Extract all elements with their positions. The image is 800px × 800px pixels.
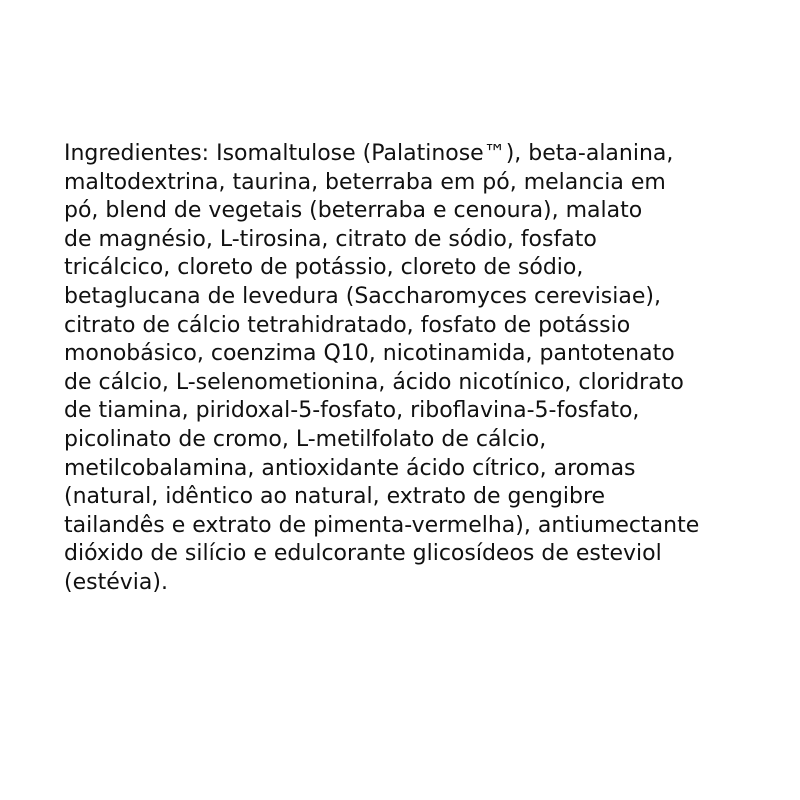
ingredients-line: de cálcio, L-selenometionina, ácido nicotínico, cloridrato — [64, 369, 684, 395]
ingredients-line: maltodextrina, taurina, beterraba em pó, melancia em — [64, 169, 666, 195]
ingredients-line: dióxido de silício e edulcorante glicosídeos de esteviol — [64, 541, 662, 567]
ingredients-line: metilcobalamina, antioxidante ácido cítrico, aromas — [64, 455, 636, 481]
ingredients-line: monobásico, coenzima Q10, nicotinamida, pantotenato — [64, 341, 675, 367]
ingredients-line: betaglucana de levedura (Saccharomyces cerevisiae), — [64, 283, 661, 309]
ingredients-line: (natural, idêntico ao natural, extrato de gengibre — [64, 484, 606, 510]
ingredients-line: citrato de cálcio tetrahidratado, fosfato de potássio — [64, 312, 631, 338]
ingredients-line: tricálcico, cloreto de potássio, cloreto de sódio, — [64, 255, 584, 281]
ingredients-line: de tiamina, piridoxal-5-fosfato, riboflavina-5-fosfato, — [64, 398, 640, 424]
ingredients-line: picolinato de cromo, L-metilfolato de cálcio, — [64, 426, 547, 452]
ingredients-line: (estévia). — [64, 569, 168, 595]
ingredients-line: pó, blend de vegetais (beterraba e cenoura), malato — [64, 198, 643, 224]
ingredients-line: Ingredientes: Isomaltulose (Palatinose™), beta-alanina, — [64, 141, 674, 166]
ingredients-line: tailandês e extrato de pimenta-vermelha), antiumectante — [64, 512, 700, 538]
ingredients-line: de magnésio, L-tirosina, citrato de sódio, fosfato — [64, 226, 597, 252]
ingredients-text — [64, 140, 784, 598]
